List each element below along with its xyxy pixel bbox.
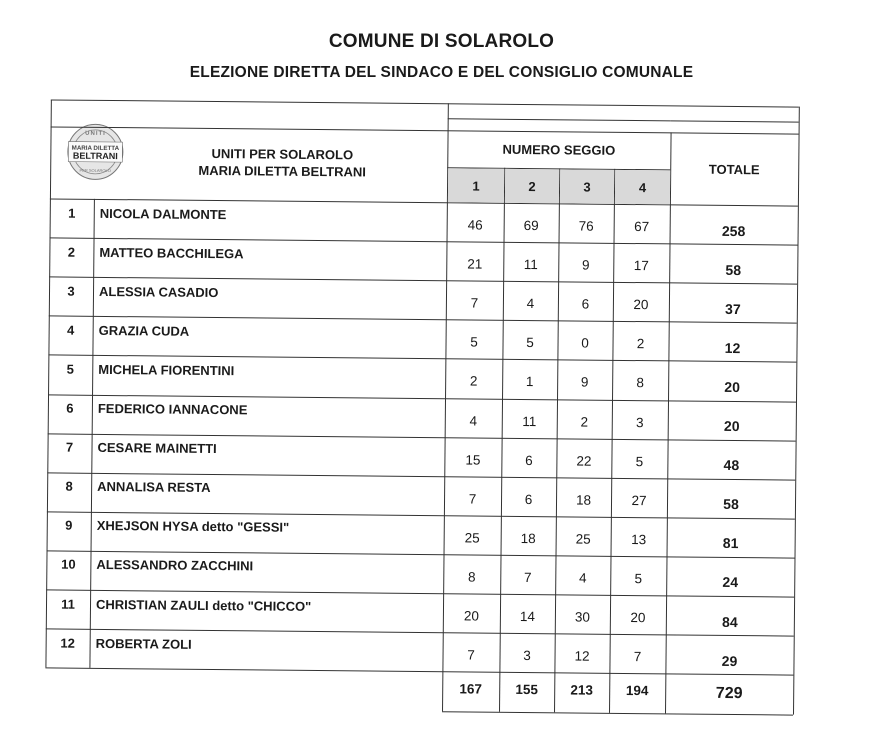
vote-count: 11 [523,257,538,273]
candidate-index: 1 [68,205,76,221]
candidate-name: ANNALISA RESTA [97,479,211,496]
vote-count: 11 [522,413,537,429]
vote-count: 22 [576,453,592,469]
seggio-number: 1 [448,168,504,203]
candidate-name: ALESSIA CASADIO [98,283,219,300]
candidate-total: 81 [722,535,739,552]
vote-count: 76 [578,218,594,234]
candidate-index: 7 [65,439,74,455]
vote-count: 3 [523,648,531,664]
logo-line1: MARIA DILETTA [71,144,120,153]
candidate-name: NICOLA DALMONTE [99,205,227,222]
candidate-total: 48 [723,457,740,474]
logo-line2: BELTRANI [72,150,118,162]
column-sum: 213 [570,682,594,698]
logo-top-text: UNITI [85,130,106,137]
vote-count: 5 [526,335,534,351]
vote-count: 4 [526,296,535,312]
candidate-index: 2 [67,244,76,260]
vote-count: 46 [467,217,483,233]
vote-count: 21 [467,256,483,272]
vote-count: 13 [631,531,647,548]
candidate-index: 11 [61,596,75,612]
vote-count: 7 [467,647,475,663]
page-subtitle: ELEZIONE DIRETTA DEL SINDACO E DEL CONSIGLIO COMUNALE [189,64,694,81]
vote-count: 5 [635,453,644,469]
vote-count: 6 [581,296,590,312]
vote-count: 17 [633,258,649,274]
vote-count: 20 [633,297,649,313]
vote-count: 1 [525,374,534,390]
vote-count: 4 [469,413,478,429]
candidate-total: 20 [723,417,740,435]
vote-count: 12 [574,648,590,664]
candidate-index: 8 [65,478,73,494]
vote-count: 27 [631,492,647,508]
vote-count: 8 [636,375,644,391]
candidate-total: 24 [722,574,739,591]
list-name-line1: UNITI PER SOLAROLO [211,145,354,163]
candidate-total: 20 [724,378,740,396]
page-title: COMUNE DI SOLAROLO [328,31,555,52]
candidate-name: FEDERICO IANNACONE [97,400,248,418]
vote-count: 20 [630,610,646,626]
vote-count: 30 [574,609,591,625]
vote-count: 7 [523,569,532,586]
candidate-total: 58 [725,261,742,278]
vote-count: 7 [468,491,477,507]
candidate-total: 58 [723,496,739,513]
candidate-index: 12 [60,635,75,651]
candidate-name: CESARE MAINETTI [97,440,217,457]
candidate-index: 4 [66,322,75,338]
candidate-index: 9 [65,517,73,534]
list-name [132,144,432,181]
vote-count: 0 [581,335,589,351]
candidate-name: GRAZIA CUDA [98,322,190,339]
candidate-name: MICHELA FIORENTINI [98,361,235,379]
vote-count: 3 [635,414,644,430]
vote-count: 5 [634,571,643,587]
candidate-total: 37 [725,300,741,317]
column-sum: 167 [459,681,483,697]
vote-count: 7 [633,649,642,665]
candidate-name: XHEJSON HYSA detto "GESSI" [96,518,290,536]
seggio-number: 3 [560,169,614,204]
vote-count: 7 [470,295,479,311]
seggio-number: 4 [615,170,670,205]
vote-count: 9 [581,257,590,273]
candidate-total: 258 [721,222,746,239]
candidate-name: ALESSANDRO ZACCHINI [96,557,254,574]
logo-bottom-text: PER SOLAROLO [79,167,111,174]
candidate-name: MATTEO BACCHILEGA [99,244,244,261]
vote-count: 15 [465,452,481,468]
vote-count: 5 [470,334,478,350]
vote-count: 2 [469,373,478,389]
candidate-index: 5 [66,361,74,377]
candidate-name: CHRISTIAN ZAULI detto "CHICCO" [95,596,312,614]
grid-line [51,99,799,107]
vote-count: 9 [580,374,589,391]
grand-total: 729 [715,685,743,703]
vote-count: 18 [575,492,592,508]
grid-line [671,120,799,122]
candidate-index: 6 [66,400,74,416]
column-sum: 194 [625,682,649,698]
vote-count: 14 [519,609,536,625]
list-logo-icon [66,123,125,182]
candidate-total: 84 [722,613,738,630]
candidate-index: 3 [67,283,75,299]
vote-count: 2 [636,336,645,352]
totale-header: TOTALE [708,161,760,177]
list-name-line2: MARIA DILETTA BELTRANI [198,162,367,180]
vote-count: 2 [580,414,589,430]
column-sum: 155 [515,681,539,697]
vote-count: 18 [520,530,536,546]
candidate-name: ROBERTA ZOLI [95,635,192,652]
vote-count: 6 [525,452,533,468]
seggio-number: 2 [505,169,559,204]
vote-count: 25 [575,531,591,547]
numero-seggio-header: NUMERO SEGGIO [502,141,616,158]
vote-count: 8 [467,569,476,585]
vote-count: 25 [464,530,480,546]
vote-count: 69 [523,218,539,234]
vote-count: 6 [524,491,533,507]
candidate-total: 29 [721,652,738,669]
candidate-total: 12 [724,339,741,356]
vote-count: 4 [578,570,587,586]
grid-line [448,118,671,121]
vote-count: 67 [634,219,650,235]
vote-count: 20 [463,608,480,624]
candidate-index: 10 [61,557,76,573]
